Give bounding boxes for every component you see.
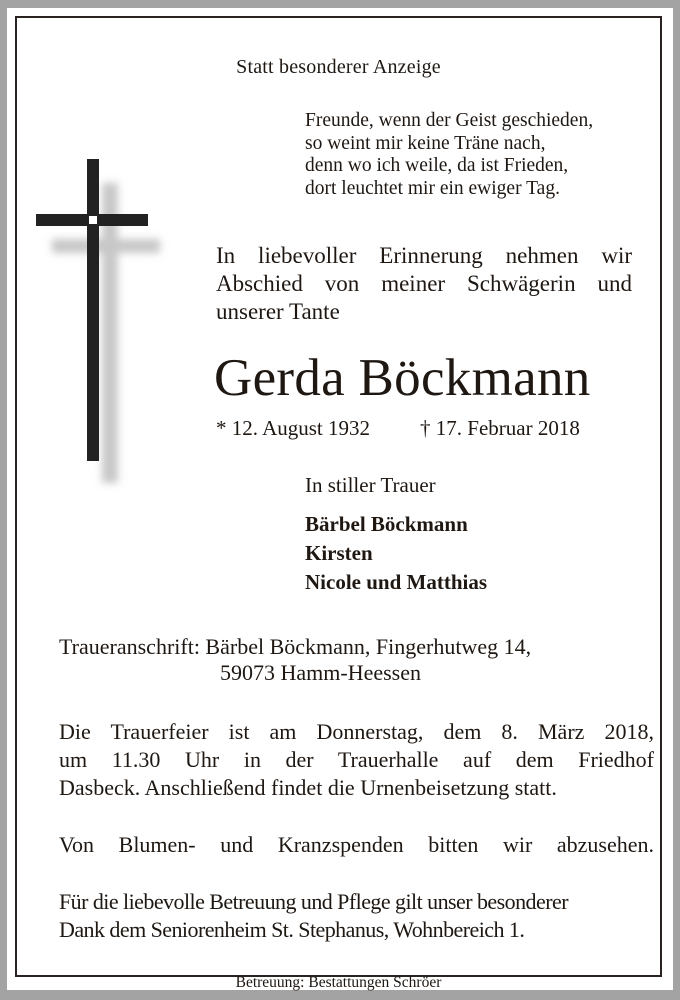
mourner-name: Nicole und Matthias (305, 570, 488, 594)
ceremony-text (59, 718, 654, 802)
cross-body (36, 159, 148, 461)
mourning-line: In stiller Trauer (305, 473, 436, 497)
birth-date: * 12. August 1932 (216, 416, 371, 440)
poem-line: denn wo ich weile, da ist Frieden, (305, 155, 569, 176)
deceased-name: Gerda Böckmann (214, 349, 591, 407)
intro-line: In liebevoller Erinnerung nehmen wir (216, 243, 632, 268)
intro-line: Abschied von meiner Schwägerin und (216, 271, 632, 296)
poem (305, 110, 593, 200)
mourning-address (59, 634, 531, 686)
mourner-name: Bärbel Böckmann (305, 512, 468, 536)
address-line-1: Traueranschrift: Bärbel Böckmann, Fingerhutweg 14, (59, 634, 532, 659)
poem-line: dort leuchtet mir ein ewiger Tag. (305, 177, 560, 199)
mourner-name: Kirsten (305, 541, 373, 565)
address-line-2: 59073 Hamm-Heessen (220, 660, 422, 685)
ceremony-line: um 11.30 Uhr in der Trauerhalle auf dem Friedhof (59, 747, 654, 772)
flowers-text (59, 831, 654, 859)
intro-text (216, 242, 632, 326)
poem-line: Freunde, wenn der Geist geschieden, (305, 110, 594, 131)
poem-line: so weint mir keine Träne nach, (305, 132, 546, 154)
cross-shadow (52, 183, 160, 483)
death-date: † 17. Februar 2018 (420, 416, 580, 440)
thanks-text (59, 888, 659, 944)
ceremony-line: Dasbeck. Anschließend findet die Urnenbeisetzung statt. (59, 775, 557, 800)
thanks-line: Für die liebevolle Betreuung und Pflege gilt unser besonderer (59, 889, 568, 914)
life-dates (216, 415, 580, 441)
notice-header: Statt besonderer Anzeige (236, 56, 441, 78)
intro-line: unserer Tante (216, 299, 340, 324)
flowers-line: Von Blumen- und Kranzspenden bitten wir abzusehen. (59, 832, 654, 857)
ceremony-line: Die Trauerfeier ist am Donnerstag, dem 8. März 2018, (59, 719, 654, 744)
obituary-notice (15, 16, 662, 991)
funeral-home-credit: Betreuung: Bestattungen Schröer (235, 974, 442, 991)
cross-icon (17, 18, 217, 518)
mourners-list (305, 510, 487, 597)
thanks-line: Dank dem Seniorenheim St. Stephanus, Wohnbereich 1. (59, 917, 525, 942)
